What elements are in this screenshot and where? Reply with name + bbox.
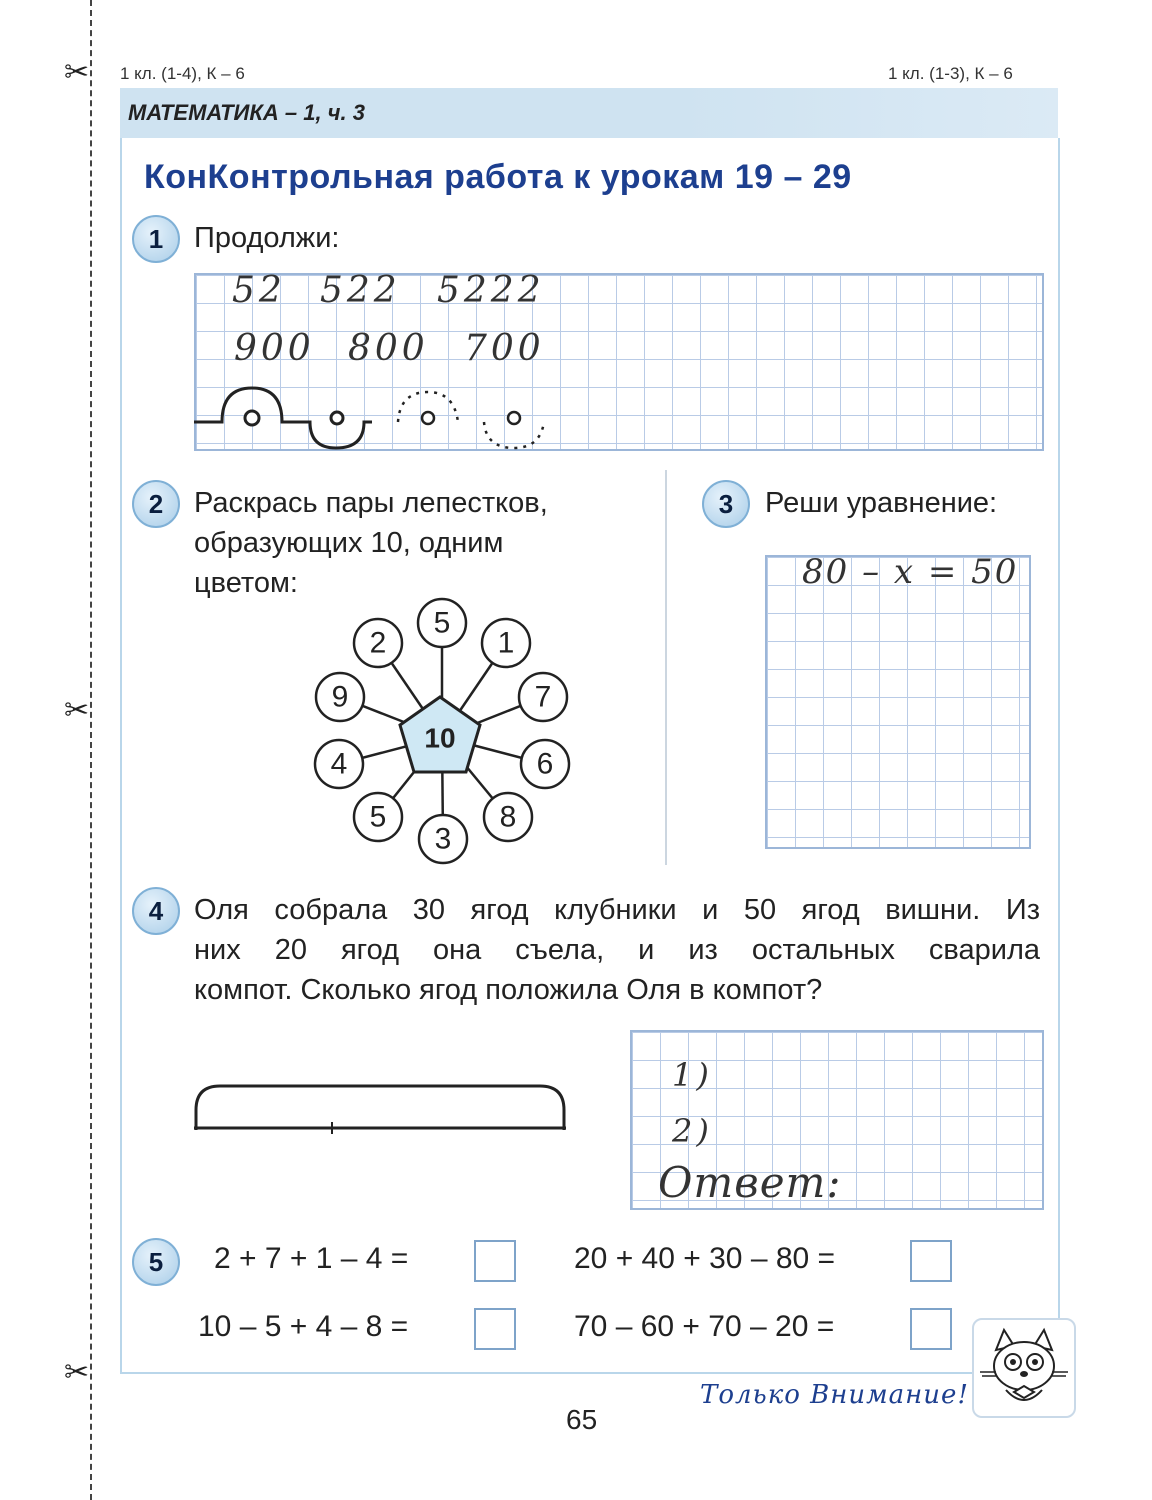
task3-prompt: Реши уравнение: <box>765 487 998 519</box>
task4-text-line1: Оля собрала 30 ягод клубники и 50 ягод вишни. Из <box>194 894 1040 926</box>
petal-number: 6 <box>536 747 554 781</box>
page-title: КонКонтрольная работа к урокам 19 – 29 <box>144 158 852 196</box>
task-number-3: 3 <box>702 480 750 528</box>
diagram-segment <box>190 1080 572 1140</box>
petal-number: 4 <box>330 747 348 781</box>
task1-prompt: Продолжи: <box>194 222 340 254</box>
sequence1-item: 522 <box>320 270 401 311</box>
task4-text-line2: них 20 ягод она съела, и из остальных сварила <box>194 934 1040 966</box>
scissors-icon: ✂ <box>64 56 90 89</box>
sequence2-item: 800 <box>348 328 429 369</box>
header-code-right: 1 кл. (1-3), К – 6 <box>888 64 1013 83</box>
sequence2-item: 900 <box>234 328 315 369</box>
sequence1-item: 52 <box>232 270 286 311</box>
answer-label: Ответ: <box>658 1158 842 1207</box>
task2-prompt-line2: образующих 10, одним <box>194 527 504 559</box>
sequence2-item: 700 <box>464 328 545 369</box>
sequence1-item: 5222 <box>437 270 545 311</box>
task-number-2: 2 <box>132 480 180 528</box>
answer-box[interactable] <box>910 1308 952 1350</box>
answer-box[interactable] <box>910 1240 952 1282</box>
cut-line <box>90 0 92 1500</box>
petal-number: 7 <box>534 680 552 714</box>
number-flower <box>300 590 590 870</box>
petal-number: 1 <box>497 626 515 660</box>
column-divider <box>665 470 667 865</box>
motto-text: Только Внимание! <box>700 1380 969 1410</box>
answer-box[interactable] <box>474 1308 516 1350</box>
petal-number: 5 <box>433 606 451 640</box>
flower-center: 10 <box>424 722 456 754</box>
scissors-icon: ✂ <box>64 1356 90 1389</box>
scissors-icon: ✂ <box>64 694 90 727</box>
task3-grid[interactable] <box>765 555 1031 849</box>
header-code-left: 1 кл. (1-4), К – 6 <box>120 64 245 83</box>
expression: 2 + 7 + 1 – 4 = <box>214 1242 409 1275</box>
solution-step-2: 2) <box>672 1112 713 1150</box>
petal-number: 5 <box>369 800 387 834</box>
pattern-sequence <box>194 380 554 450</box>
answer-box[interactable] <box>474 1240 516 1282</box>
task2-prompt-line3: цветом: <box>194 567 298 599</box>
expression: 70 – 60 + 70 – 20 = <box>574 1310 835 1343</box>
task-number-4: 4 <box>132 887 180 935</box>
petal-number: 2 <box>369 626 387 660</box>
task-number-5: 5 <box>132 1238 180 1286</box>
petal-number: 9 <box>331 680 349 714</box>
solution-step-1: 1) <box>672 1056 713 1094</box>
expression: 10 – 5 + 4 – 8 = <box>198 1310 409 1343</box>
subject-label: МАТЕМАТИКА – 1, ч. 3 <box>128 100 365 125</box>
page-number: 65 <box>566 1404 598 1435</box>
expression: 20 + 40 + 30 – 80 = <box>574 1242 836 1275</box>
petal-number: 8 <box>499 800 517 834</box>
task4-text-line3: компот. Сколько ягод положила Оля в компот? <box>194 974 823 1006</box>
mascot-frame <box>972 1318 1076 1418</box>
equation: 80 – x = 50 <box>802 552 1019 592</box>
task2-prompt-line1: Раскрась пары лепестков, <box>194 487 548 519</box>
cat-mascot-icon <box>974 1320 1074 1416</box>
task-number-1: 1 <box>132 215 180 263</box>
petal-number: 3 <box>434 822 452 856</box>
